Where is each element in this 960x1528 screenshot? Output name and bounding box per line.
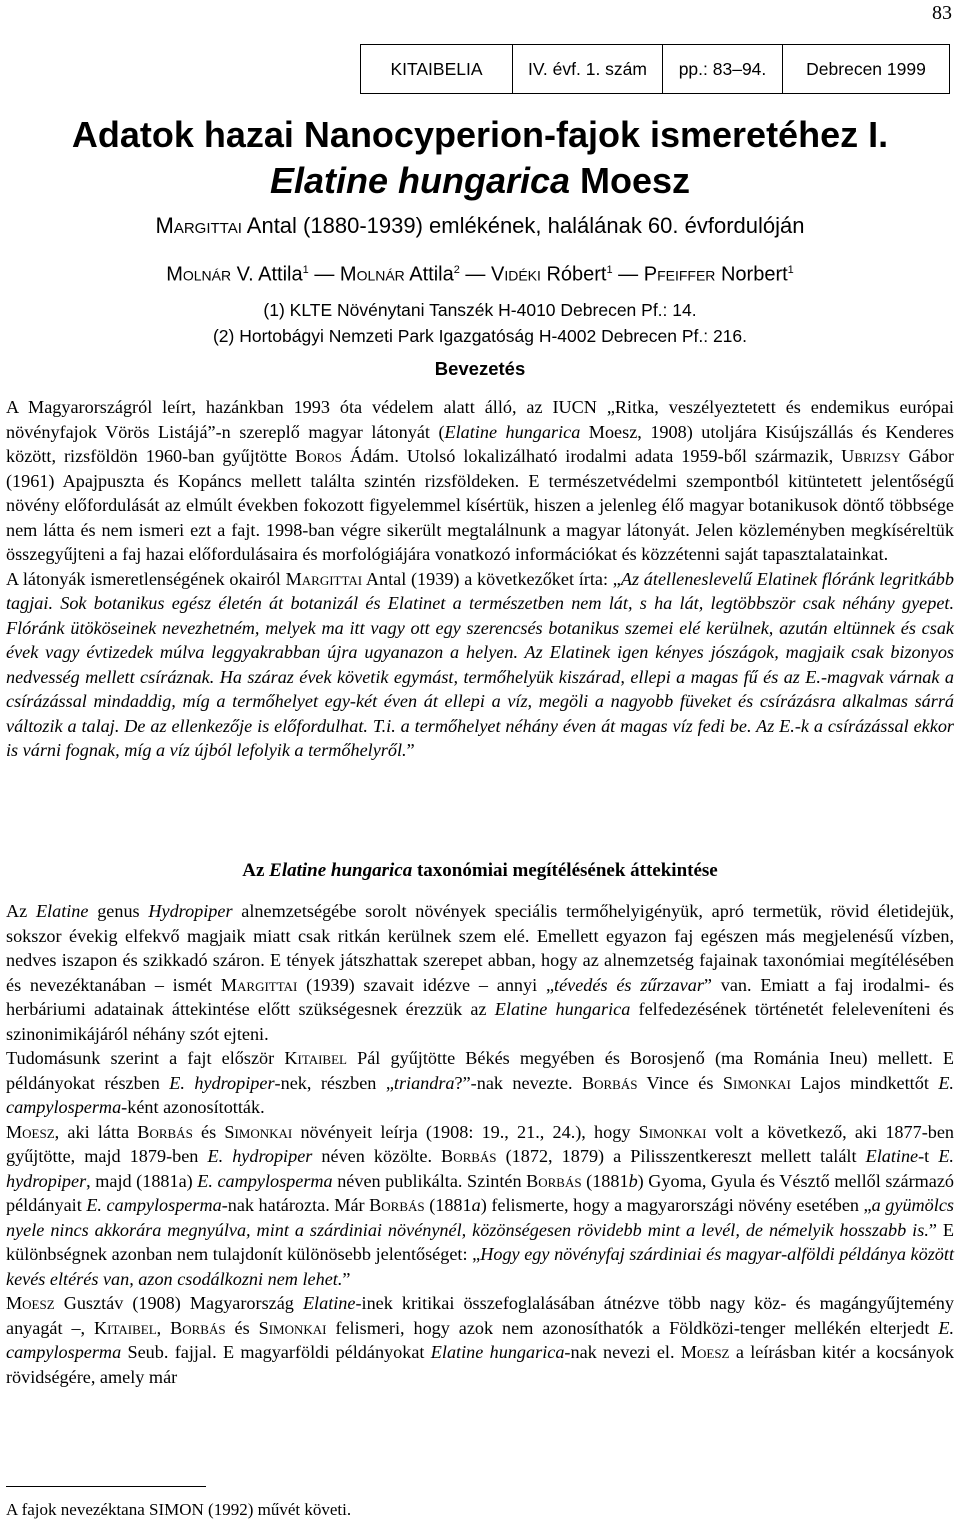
title-block [0, 112, 960, 349]
taxonomy-body [6, 899, 954, 1389]
footnote: A fajok nevezéktana SIMON (1992) művét követi. [6, 1500, 352, 1519]
section-heading-intro: Bevezetés [434, 358, 526, 379]
taxonomy-paragraph-4: Moesz Gusztáv (1908) Magyarország Elatine-inek kritikai összefoglalásában átnézve több nagy köz- és magángyűjtemény anyagát –, Kitaibel, Borbás és Simonkai felismeri, hogy azok nem azonosíthatók a Földközi-tenger mellékén elterjedt E. campylosperma Seub. fajjal. E magyarföldi példányokat Elatine hungarica-nak nevezi el. Moesz a leírásban kitér a kocsányok rövidségére, amely már [6, 1293, 954, 1387]
authors-line: Molnár V. Attila$^1$ — Molnár Attila$^2$ — Vidéki Róbert$^1$ — Pfeiffer Norbert$^1$ [166, 263, 794, 286]
affiliation-1: (1) KLTE Növénytani Tanszék H-4010 Debrecen Pf.: 14. [263, 299, 697, 320]
journal-volume: IV. évf. 1. szám [513, 45, 663, 93]
intro-body [6, 395, 954, 763]
intro-paragraph-2: A látonyák ismeretlenségének okairól Margittai Antal (1939) a következőket írta: „Az átelleneslevelű Elatinek flóránk legritkább tagjai. Sok botanikus egész életén át botanizál és Elatinet a természetben nem lát, s ha lát, legtöbbször csak néhány gyepet. Flóránk ütököseinek nevezhetném, melyek ma itt vagy ott egy szerencsés botanikus szemei elé kerülnek, azután eltünnek és csak évek vagy évtizedek múlva leggyakrabban újra ugyanazon a helyen. Az Elatinek igen kényes jószágok, magjaik csak bizonyos nedvesség mellett csíráznak. Ha száraz évek követik egymást, termőhelyük kiszárad, ellepi a magas fű és az E.-magvak várnak a csírázással mindaddig, míg a termőhelyet egy-két éven át ellepi a víz, megöli a nagyobb füveket és csírázásra alkalmas sárrá változik a talaj. De az ellenkezője is előfordulhat. T.i. a termőhelyet néhány éven át magas víz fedi be. Az E.-k a csírázással ekkor is várni fognak, míg a víz újból lefolyik a termőhelyről.” [6, 568, 954, 760]
journal-header [360, 44, 950, 94]
intro-paragraph-1: A Magyarországról leírt, hazánkban 1993 óta védelem alatt álló, az IUCN „Ritka, veszélyeztetett és endemikus európai növényfajok Vörös Listájá”-n szereplő magyar látonyát (Elatine hungarica Moesz, 1908) utoljára Kisújszállás és Kenderes között, rizsföldön 1960-ban gyűjtötte Boros Ádám. Utolsó lokalizálható irodalmi adata 1959-ből származik, Ubrizsy Gábor (1961) Apajpuszta és Kopáncs mellett találta szintén rizsföldeken. E természetvédelmi szempontból kitüntetett jelentőségű növény előfordulását az elmúlt években fokozott figyelemmel kísértük, hiszen a jelenleg élő magyar botanikusok döntő többsége nem látta és nem ismeri ezt a fajt. 1998-ban végre sikerült megtalálnunk a magyar látonyát. Jelen közleményben megkíséreltük összegyűjteni a faj hazai előfordulásaira és morfológiájára vonatkozó információkat és közzétenni saját tapasztalatainkat. [6, 397, 954, 564]
journal-name: KITAIBELIA [361, 45, 513, 93]
taxonomy-paragraph-2: Tudomásunk szerint a fajt először Kitaibel Pál gyűjtötte Békés megyében és Borosjenő (ma Románia Ineu) mellett. E példányokat részben E. hydropiper-nek, részben „triandra?”-nak nevezte. Borbás Vince és Simonkai Lajos mindkettőt E. campylosperma-ként azonosították. [6, 1048, 954, 1117]
memorial-line: Margittai Antal (1880-1939) emlékének, halálának 60. évfordulóján [155, 213, 805, 238]
journal-pages: pp.: 83–94. [663, 45, 783, 93]
taxonomy-paragraph-3: Moesz, aki látta Borbás és Simonkai növényeit leírja (1908: 19., 21., 24.), hogy Simonkai volt a következő, aki 1877-ben gyűjtötte, majd 1879-ben E. hydropiper néven közölte. Borbás (1872, 1879) a Pilisszentkereszt mellett talált Elatine-t E. hydropiper, majd (1881a) E. campylosperma néven publikálta. Szintén Borbás (1881b) Gyoma, Gyula és Vésztő mellől származó példányait E. campylosperma-nak határozta. Már Borbás (1881a) felismerte, hogy a magyarországi növény esetében „a gyümölcs nyele nincs akkorára megnyúlva, mint a szárdiniai növénynél, közönségesen rövidebb mint a levél, de némelyik hosszabb is.” E különbségnek azonban nem tulajdonít különösebb jelentőséget: „Hogy egy növényfaj szárdiniai és magyar-alföldi példánya között kevés eltérés van, azon csodálkozni nem lehet.” [6, 1121, 955, 1289]
paper-title-line1: Adatok hazai Nanocyperion-fajok ismeretéhez I. [71, 114, 889, 155]
page-number: 83 [932, 2, 952, 24]
footnote-separator [6, 1486, 206, 1487]
journal-place-year: Debrecen 1999 [806, 58, 926, 79]
section-heading-taxonomy: Az Elatine hungarica taxonómiai megítélésének áttekintése [242, 860, 718, 881]
taxonomy-paragraph-1: Az Elatine genus Hydropiper alnemzetségébe sorolt növények speciális termőhelyigényük, apró termetük, rövid életidejük, sokszor évekig elfekvő magjaik miatt csak ritkán kerülnek szem elé. Emellett egyazon faj egészen más megjelenésű vízben, nedves iszapon és szikkadó száron. E tények játszhattak szerepet abban, hogy az alnemzetség fajainak taxonómiai megítélésében és nevezéktanában – ismét Margittai (1939) szavait idézve – annyi „tévedés és zűrzavar” van. Emiatt a faj irodalmi- és herbáriumi adatainak áttekintése előtt szükségesnek érezzük az Elatine hungarica felfedezésének történetét feleleveníteni és szinonimikájáról néhány szót ejteni. [6, 901, 954, 1044]
paper-title-line2: Elatine hungarica Moesz [269, 160, 691, 201]
affiliation-2: (2) Hortobágyi Nemzeti Park Igazgatóság H-4002 Debrecen Pf.: 216. [212, 325, 748, 346]
